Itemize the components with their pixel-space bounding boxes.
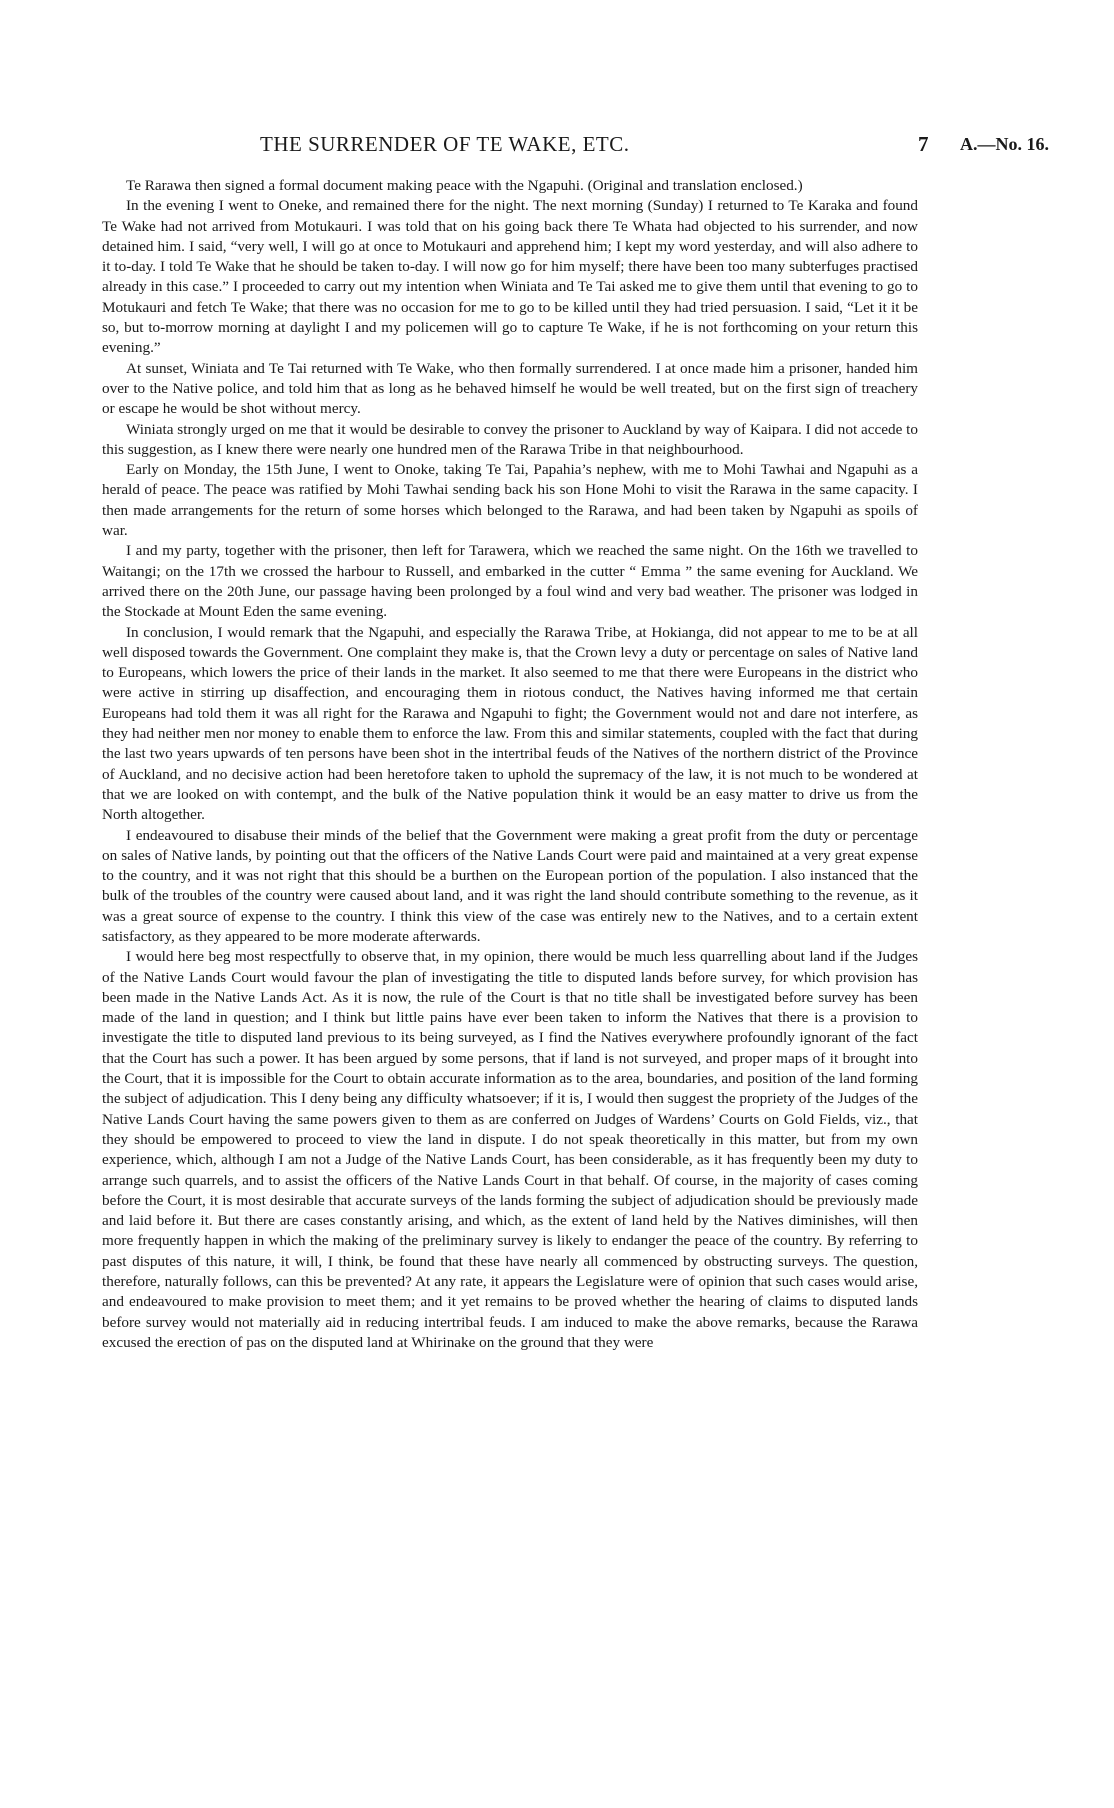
paragraph: In the evening I went to Oneke, and remained there for the night. The next morning (Sunday) I returned to Te Karaka and found Te Wake had not arrived from Motukauri. I was told that on his going back there Te Whata had objected to his surrender, and now detained him. I said, “very well, I will go at once to Motukauri and apprehend him; I kept my word yesterday, and will also adhere to it to-day. I told Te Wake that he should be taken to-day. I will now go for him myself; there have been too many subterfuges practised already in this case.” I proceeded to carry out my intention when Winiata and Te Tai asked me to give them until that evening to go to Motukauri and fetch Te Wake; that there was no occasion for me to go to be killed until they had tried persuasion. I said, “Let it it be so, but to-morrow morning at daylight I and my policemen will go to capture Te Wake, if he is not forthcoming on your return this evening.” — [102, 197, 918, 357]
document-reference: A.—No. 16. — [960, 134, 1049, 154]
paragraph: At sunset, Winiata and Te Tai returned with Te Wake, who then formally surrendered. I at once made him a prisoner, handed him over to the Native police, and told him that as long as he behaved himself he would be well treated, but on the first sign of treachery or escape he would be shot without mercy. — [102, 359, 918, 418]
paragraph: I and my party, together with the prisoner, then left for Tarawera, which we reached the same night. On the 16th we travelled to Waitangi; on the 17th we crossed the harbour to Russell, and embarked in the cutter “ Emma ” the same evening for Auckland. We arrived there on the 20th June, our passage having been prolonged by a foul wind and very bad weather. The prisoner was lodged in the Stockade at Mount Eden the same evening. — [102, 542, 918, 621]
paragraph: I would here beg most respectfully to observe that, in my opinion, there would be much less quarrelling about land if the Judges of the Native Lands Court would favour the plan of investigating the title to disputed lands before survey, for which provision has been made in the Native Lands Act. As it is now, the rule of the Court is that no title shall be investigated before survey has been made of the land in question; and I think but little pains have ever been taken to inform the Natives that there is a provision to investigate the title to disputed land previous to its being surveyed, as I find the Natives everywhere profoundly ignorant of the fact that the Court has such a power. It has been argued by some persons, that if land is not surveyed, and proper maps of it brought into the Court, that it is impossible for the Court to obtain accurate information as to the area, boundaries, and position of the land forming the subject of adjudication. This I deny being any difficulty whatsoever; if it is, I would then suggest the propriety of the Judges of the Native Lands Court having the same powers given to them as are conferred on Judges of Wardens’ Courts on Gold Fields, viz., that they should be empowered to proceed to view the land in dispute. I do not speak theoretically in this matter, but from my own experience, which, although I am not a Judge of the Native Lands Court, has been considerable, as it has frequently been my duty to arrange such quarrels, and to assist the officers of the Native Lands Court in that behalf. Of course, in the majority of cases coming before the Court, it is most desirable that accurate surveys of the lands forming the subject of adjudication should be previously made and laid before it. But there are cases constantly arising, and which, as the extent of land held by the Natives diminishes, will then more frequently happen in which the making of the preliminary survey is likely to endanger the peace of the country. By referring to past disputes of this nature, it will, I think, be found that these have nearly all commenced by obstructing surveys. The question, therefore, naturally follows, can this be prevented? At any rate, it appears the Legislature were of opinion that such cases would arise, and endeavoured to make provision to meet them; and it yet remains to be proved whether the hearing of claims to disputed lands before survey would not materially aid in reducing intertribal feuds. I am induced to make the above remarks, because the Rarawa excused the erection of pas on the disputed land at Whirinake on the ground that they were — [102, 948, 918, 1351]
paragraph: Winiata strongly urged on me that it would be desirable to convey the prisoner to Auckland by way of Kaipara. I did not accede to this suggestion, as I knew there were nearly one hundred men of the Rarawa Tribe in that neighbourhood. — [102, 420, 918, 458]
paragraph: I endeavoured to disabuse their minds of the belief that the Government were making a great profit from the duty or percentage on sales of Native lands, by pointing out that the officers of the Native Lands Court were paid and maintained at a very great expense to the country, and it was not right that this should be a burthen on the European portion of the population. I also instanced that the bulk of the troubles of the country were caused about land, and it was right the land should contribute something to the revenue, as it was a great source of expense to the country. I think this view of the case was entirely new to the Natives, and to a certain extent satisfactory, as they appeared to be more moderate afterwards. — [102, 826, 918, 945]
paragraph: Te Rarawa then signed a formal document making peace with the Ngapuhi. (Original and translation enclosed.) — [126, 177, 803, 194]
running-title: THE SURRENDER OF TE WAKE, ETC. — [260, 132, 630, 156]
page-header — [100, 132, 1070, 160]
body-text — [102, 176, 918, 1353]
paragraph: In conclusion, I would remark that the Ngapuhi, and especially the Rarawa Tribe, at Hokianga, did not appear to me to be at all well disposed towards the Government. One complaint they make is, that the Crown levy a duty or percentage on sales of Native land to Europeans, which lowers the price of their lands in the market. It also seemed to me that there were Europeans in the district who were active in stirring up disaffection, and encouraging them in riotous conduct, the Natives having informed me that certain Europeans had told them it was all right for the Rarawa and Ngapuhi to fight; the Government would not and dare not interfere, as they had neither men nor money to enable them to enforce the law. From this and similar statements, coupled with the fact that during the last two years upwards of ten persons have been shot in the intertribal feuds of the Natives of the northern district of the Province of Auckland, and no decisive action had been heretofore taken to uphold the supremacy of the law, it is not much to be wondered at that we are looked on with contempt, and the bulk of the Native population think it would be an easy matter to drive us from the North altogether. — [102, 623, 918, 824]
paragraph: Early on Monday, the 15th June, I went to Onoke, taking Te Tai, Papahia’s nephew, with me to Mohi Tawhai and Ngapuhi as a herald of peace. The peace was ratified by Mohi Tawhai sending back his son Hone Mohi to visit the Rarawa in the same capacity. I then made arrangements for the return of some horses which belonged to the Rarawa, and had been taken by Ngapuhi as spoils of war. — [102, 461, 918, 540]
page-number: 7 — [918, 132, 929, 156]
